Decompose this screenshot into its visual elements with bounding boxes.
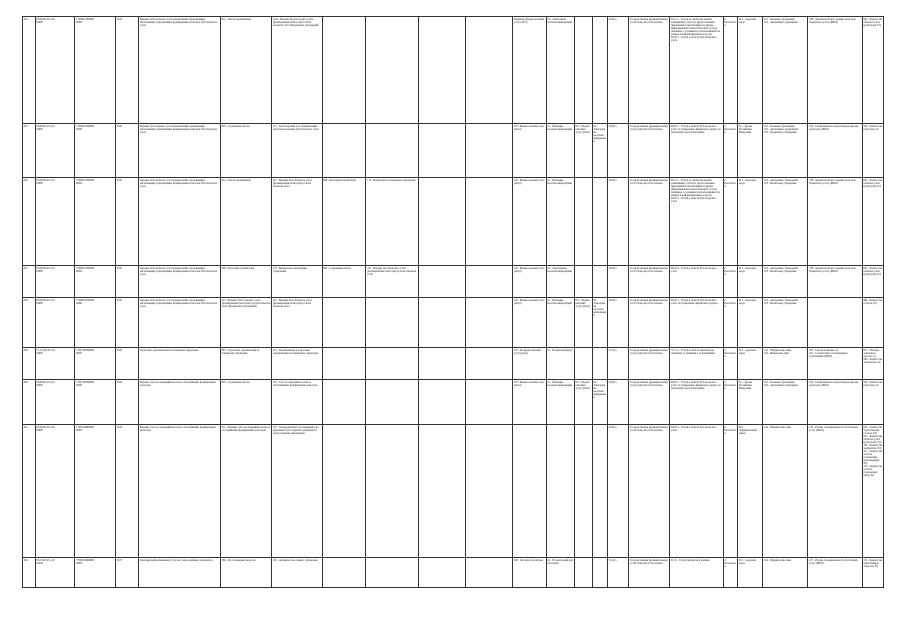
table-cell-c19: 2 - Бесплатная: [723, 178, 738, 266]
table-cell-c20: 012 - городской округ: [738, 178, 763, 266]
table-cell-c23: 023 - Количество объектов учета (регистров), ЕД: [862, 17, 883, 124]
table-cell-c13: 21 - Бумажные носители информации: [546, 178, 574, 266]
table-cell-reg: 77000138900000 00031: [75, 425, 116, 558]
table-cell-c18: 63.11.1 - Услуги по обработке данных, размещению услуги по предоставлению приложений и прочей инфраструктуры информационно-технологической; услуги, связанные с созданием и использованием баз данных и информационных ресурсов; 69.20.2 - Услуги в области бухгалтерского учета: [670, 178, 723, 266]
table-cell-code: 03Д5О.П.45.1.02 04000: [35, 298, 75, 348]
table-cell-c23: 131 - Количество выполненных запросов, ЕД: [862, 558, 883, 588]
table-cell-num: 662: [23, 558, 36, 588]
table-cell-c20: 001 - муниципальный район: [738, 425, 763, 558]
table-cell-c22: 708 - Документооборот, ведение регистров бюджетного учета, [PROJ]: [808, 17, 862, 124]
table-cell-c10: [418, 266, 465, 298]
table-cell-name: Ведение бухгалтерского учета бюджетными учреждениями, автономными учреждениями, формирование регистров бухгалтерского учета: [139, 266, 221, 298]
table-cell-c14: 015 - Формы оказания услуг (работ): [574, 124, 592, 178]
table-cell-c17: Государственная (муниципальная) услуга или работа бесплатная: [629, 380, 670, 425]
table-cell-c12: [513, 425, 547, 558]
table-cell-c22: 814 - Своевременное и качественное ведение регистров, [PROJ]: [808, 124, 862, 178]
table-cell-c7: 355 - Своевременный и достоверный учет первичных бухгалтерских документов и предоставление информации: [272, 425, 322, 558]
table-cell-c8: [322, 124, 366, 178]
table-cell-c18: 69.20.2 - Услуги в области бухгалтерского учета: [670, 266, 723, 298]
table-cell-c7: 245 - Архивная база данных, справочные: [272, 558, 322, 588]
table-cell-c9: [366, 425, 418, 558]
table-cell-reg: 77000014010000 02001: [75, 298, 116, 348]
table-cell-c13: 21 - Бумажные носители информации: [546, 124, 574, 178]
table-cell-c12: 105 - Формы оказания услуг (работ): [513, 380, 547, 425]
table-cell-c6: 351 - Ведение учета по операциям кассового обслуживания, формирование регистров: [220, 425, 271, 558]
table-cell-c16: Услуга: [608, 348, 629, 380]
table-cell-c7: 170 - Бюджетные и автономные учреждения: [272, 266, 322, 298]
table-cell-c9: [366, 124, 418, 178]
table-cell-c12: 105 - Формы оказания услуг (работ): [513, 266, 547, 298]
table-cell-c23: 023 - Количество объектов учета (регистров), ЕД: [862, 178, 883, 266]
table-cell-c22: 070 - Срок исполнения, ед; 201 - Соответствие установленным требованиям, [PROJ]: [808, 348, 862, 380]
table-cell-c22: 708 - Документооборот, ведение регистров бюджетного учета, [PROJ]: [808, 178, 862, 266]
table-cell-c11: [465, 178, 512, 266]
table-cell-c12: 105 - Формы оказания услуг (работ): [513, 124, 547, 178]
table-cell-name: Ведение бухгалтерского учета бюджетными учреждениями, автономными учреждениями, формирование регистров бухгалтерского учета: [139, 17, 221, 124]
table-cell-c21: 012 - Автономные учреждения; 013 - Бюджетные учреждения: [763, 266, 808, 298]
table-cell-c19: 2 - Бесплатная: [723, 380, 738, 425]
table-cell-c13: 21 - Бумажные носители информации: [546, 298, 574, 348]
table-cell-c14: 015 - Формы оказания услуг (работ): [574, 298, 592, 348]
table-cell-c8: [322, 558, 366, 588]
table-cell-reg: 77007100200000 02001: [75, 380, 116, 425]
table-cell-c12: 105 - По форме оказания услуг (работ): [513, 348, 547, 380]
table-cell-c14: [574, 17, 592, 124]
table-cell-c10: [418, 298, 465, 348]
table-cell-code: 91.01Д.П.45.1.02 01000: [35, 558, 75, 588]
table-cell-c9: 170 - Бюджетные и автономные учреждения: [366, 178, 418, 266]
table-cell-c21: 012 - Автономные учреждения; 013 - Бюджетные учреждения: [763, 178, 808, 266]
table-cell-c18: 71.11.2 - Услуги в области архитектуры, связанные со зданиями и сооружениями: [670, 348, 723, 380]
table-cell-num: 657: [23, 266, 36, 298]
table-cell-c7: 352 - Учет по операциям кассового обслуживания, формирование регистров: [272, 380, 322, 425]
table-cell-c9: [366, 298, 418, 348]
table-cell-c11: [465, 425, 512, 558]
table-cell-c11: [465, 558, 512, 588]
table-cell-c18: 91.01 - Услуги библиотек и архивов: [670, 558, 723, 588]
table-cell-c8: [322, 17, 366, 124]
table-cell-kbk: 0234: [116, 380, 139, 425]
table-cell-c10: [418, 348, 465, 380]
table-cell-c23: 249 - Количество регистров, шт: [862, 124, 883, 178]
table-cell-c23: 036 - Количество бухгалтерских отчетов, ЕД; 025 - Количество объектов учета (регистров), ЕД; 109 - Количество документов, ЕД; 417 - Количество отчетов, подлежащих консолидации, ЕД; 124 - Количество отчетов, подлежащих вводу, ЕД: [862, 425, 883, 558]
table-cell-reg: 77007100200000 00031: [75, 348, 116, 380]
table-cell-c21: 011 - Казенные учреждения; 012 - Автономные учреждения: [763, 17, 808, 124]
table-cell-c15: [592, 17, 608, 124]
table-cell-c14: [574, 425, 592, 558]
table-cell-c11: [465, 348, 512, 380]
table-cell-c20: 012 - городской округ: [738, 298, 763, 348]
table-cell-code: 03Д5О.П.45.1.02 02000: [35, 17, 75, 124]
table-cell-c15: [592, 178, 608, 266]
table-cell-c18: 63.11.1 - Услуги по обработке данных, размещению услуги по предоставлению приложений и прочей инфраструктуры информационно-технологической; услуги, связанные с созданием и использованием баз данных и информационных ресурсов; 69.20.2 - Услуги в области бухгалтерского учета: [670, 17, 723, 124]
table-cell-c14: [574, 266, 592, 298]
table-cell-c9: [366, 17, 418, 124]
table-cell-num: 658: [23, 298, 36, 348]
table-cell-reg: 77000013700000 00031: [75, 178, 116, 266]
table-cell-kbk: 0232: [116, 266, 139, 298]
table-cell-c6: 315 - Ведение бухгалтерского учета (формирование регистров) по всем объектам учета (Бюджетных учреждений): [220, 298, 271, 348]
table-cell-c19: 2 - Бесплатная: [723, 298, 738, 348]
table-cell-c21: 011 - Казенные учреждения; 012 - Автономные учреждения; 013 - Бюджетные учреждения: [763, 124, 808, 178]
table-cell-c20: 01 - субъект Российской Федерации: [738, 124, 763, 178]
table-cell-c17: Государственная (муниципальная) услуга или работа бесплатная: [629, 425, 670, 558]
table-cell-c18: 69.20.2 - Услуги в области бухгалтерского учета: [670, 425, 723, 558]
table-cell-c17: Государственная (муниципальная) услуга или работа бесплатная: [629, 17, 670, 124]
table-cell-c17: Государственная (муниципальная) услуга или работа бесплатная: [629, 124, 670, 178]
table-cell-c9: 315 - Ведение бухгалтерского учета (формирование регистров) по всем объектам учета: [366, 266, 418, 298]
table-cell-c16: Услуга: [608, 558, 629, 588]
table-cell-c15: [592, 266, 608, 298]
table-cell-c12: 105 - Формы оказания услуг (работ): [513, 178, 547, 266]
table-cell-name: Ведение бухгалтерского учета бюджетными учреждениями, автономными учреждениями, формирование регистров бухгалтерского учета: [139, 298, 221, 348]
table-cell-c23: 408 - Количество отчетов, ЕД: [862, 298, 883, 348]
table-cell-c10: [418, 178, 465, 266]
table-cell-code: 71.12.Д.П.45.1.02 02000: [35, 348, 75, 380]
table-cell-c11: [465, 124, 512, 178]
table-cell-c8: [322, 348, 366, 380]
table-cell-kbk: 0235: [116, 348, 139, 380]
table-cell-c9: [366, 380, 418, 425]
table-cell-c13: 15 - В плановой форме: [546, 348, 574, 380]
table-cell-c11: [465, 17, 512, 124]
table-cell-c20: 01 - субъект Российской Федерации: [738, 380, 763, 425]
table-cell-code: 03Д5О.П.45.1.02 06000: [35, 425, 75, 558]
table-cell-code: 03Д5О.П.45.1.02 03000: [35, 266, 75, 298]
table-cell-c16: Работа: [608, 266, 629, 298]
table-cell-reg: 77000013700000 00031: [75, 266, 116, 298]
table-cell-c17: Государственная (муниципальная) услуга или работа бесплатная: [629, 558, 670, 588]
table-cell-c9: [366, 348, 418, 380]
table-cell-c15: [592, 558, 608, 588]
table-row: [23, 425, 884, 558]
table-cell-name: Ведение учета по операциям кассового обслуживания, формирование регистров: [139, 425, 221, 558]
table-cell-c21: 012 - Автономные учреждения; 013 - Бюджетные учреждения: [763, 298, 808, 348]
table-cell-name: Ведение бухгалтерского учета бюджетными учреждениями, автономными учреждениями, формирование регистров бухгалтерского учета: [139, 124, 221, 178]
table-cell-name: Оказание информационных услуг на основе архивных документов: [139, 558, 221, 588]
table-cell-c19: 2 - Бесплатная: [723, 558, 738, 588]
table-cell-c13: 42 - В электронной или текстовой: [546, 558, 574, 588]
table-cell-c7: 401 - Ведение бухгалтерского учета (формирование регистров) по всем объектам учета: [272, 298, 322, 348]
table-cell-c13: 21 - Бумажные носители информации: [546, 380, 574, 425]
table-cell-c8: 009 - Содержание работы: [322, 266, 366, 298]
table-cell-c13: 22 - Электронные носители информации: [546, 266, 574, 298]
table-cell-c19: 2 - Бесплатная: [723, 266, 738, 298]
table-cell-c23: 023 - Количество объектов учета (регистров), ЕД: [862, 266, 883, 298]
table-cell-c14: [574, 348, 592, 380]
table-row: [23, 380, 884, 425]
table-cell-c7: 3214 - Ведение бухгалтерского учета (формирование регистров) по всем объектам учета (Бюджетных учреждений): [272, 17, 322, 124]
table-cell-c19: 2 - Бесплатная: [723, 124, 738, 178]
table-cell-c18: 69.20.1 - Услуги в области бухгалтерского учета, по проведению финансового аудита...: [670, 298, 723, 348]
table-cell-c13: 22 - Электронная носители информации: [546, 17, 574, 124]
table-cell-c16: Работа: [608, 298, 629, 348]
table-cell-kbk: 0232: [116, 298, 139, 348]
table-cell-name: Подготовка документации по планировке территории: [139, 348, 221, 380]
table-cell-c6: 009 - Содержание работы: [220, 380, 271, 425]
table-cell-reg: 77000012500000 02001: [75, 124, 116, 178]
table-cell-c17: Государственная (муниципальная) услуга или работа бесплатная: [629, 298, 670, 348]
table-cell-num: 661: [23, 425, 36, 558]
table-cell-num: 654: [23, 17, 36, 124]
table-row: [23, 348, 884, 380]
table-cell-c14: [574, 558, 592, 588]
table-cell-c17: Государственная (муниципальная) услуга или работа бесплатная: [629, 348, 670, 380]
table-cell-c16: Работа: [608, 380, 629, 425]
table-cell-c19: 2 - Бесплатная: [723, 348, 738, 380]
table-cell-c11: [465, 266, 512, 298]
table-cell-c20: 012 - городской округ: [738, 17, 763, 124]
table-row: [23, 17, 884, 124]
table-row: [23, 298, 884, 348]
table-cell-c20: 012 - городской округ: [738, 266, 763, 298]
table-cell-reg: 77000134900000 00031: [75, 558, 116, 588]
table-cell-c22: 814 - Своевременное и качественное ведение регистров, [PROJ]: [808, 380, 862, 425]
table-cell-c12: 160 - Частично бесплатная: [513, 558, 547, 588]
table-cell-c16: Работа: [608, 17, 629, 124]
table-row: [23, 124, 884, 178]
table-cell-c14: [574, 178, 592, 266]
table-cell-c11: [465, 298, 512, 348]
table-cell-c8: 008 - Категория потребителей: [322, 178, 366, 266]
table-cell-kbk: 0232: [116, 178, 139, 266]
table-cell-c17: Государственная (муниципальная) услуга или работа бесплатная: [629, 266, 670, 298]
table-cell-c18: 69.20.1 - Услуги в области бухгалтерского учета, по проведению финансового аудита, по налоговому консультированию: [670, 380, 723, 425]
table-cell-name: Ведение учета по операциям кассового обслуживания, формирование регистров: [139, 380, 221, 425]
table-cell-c16: Работа: [608, 124, 629, 178]
table-cell-c6: 008 - Категория потребителей: [220, 266, 271, 298]
table-cell-reg: 77000012300000 00033: [75, 17, 116, 124]
table-cell-c9: [366, 558, 418, 588]
table-cell-c8: [322, 298, 366, 348]
table-cell-c21: 014 - Юридические лица; 014 - Физические лица: [763, 348, 808, 380]
table-cell-num: 656: [23, 178, 36, 266]
table-cell-c14: 015 - Формы оказания услуг (работ): [574, 380, 592, 425]
table-cell-c10: [418, 17, 465, 124]
table-cell-c21: 014 - Юридические лица: [763, 558, 808, 588]
table-cell-c7: 315 - Ведение бухгалтерского учета (формирование регистров) по всем объектам учета: [272, 178, 322, 266]
table-cell-c19: 2 - Бесплатная: [723, 425, 738, 558]
table-cell-c6: 009 - Содержание работы: [220, 124, 271, 178]
table-cell-c12: Первично (формы оказания услуг работ): [513, 17, 547, 124]
services-register-table: [22, 16, 884, 588]
table-row: [23, 558, 884, 588]
register-sheet: [22, 16, 884, 588]
table-cell-c13: [546, 425, 574, 558]
table-cell-c16: Работа: [608, 178, 629, 266]
table-cell-c22: [808, 298, 862, 348]
table-cell-c15: 22 - Электронные носители информации: [592, 298, 608, 348]
table-cell-c8: [322, 425, 366, 558]
table-cell-c21: 014 - Юридические лица: [763, 425, 808, 558]
table-cell-c23: 027 - Площадь земельного участка, га; 090 - Количество документов, шт: [862, 348, 883, 380]
table-cell-code: 03Д5О.П.45.1.02 02000: [35, 124, 75, 178]
table-cell-name: Ведение бухгалтерского учета бюджетными учреждениями, автономными учреждениями, формирование регистров бухгалтерского учета: [139, 178, 221, 266]
table-cell-c7: 351 - Бухгалтерский учет, формирование регистров и ведение бухгалтерского учета: [272, 124, 322, 178]
table-row: [23, 266, 884, 298]
table-cell-kbk: 0232: [116, 17, 139, 124]
table-cell-c6: 014 - Тексты нормативный: [220, 178, 271, 266]
table-cell-num: 655: [23, 124, 36, 178]
table-cell-c19: 2 - Бесплатная: [723, 17, 738, 124]
table-cell-c22: 708 - Документооборот, ведение регистров бюджетного учета, [PROJ]: [808, 266, 862, 298]
table-body: [23, 17, 884, 588]
table-cell-code: 03Д5О.П.45.1.02 03000: [35, 178, 75, 266]
table-cell-c15: [592, 425, 608, 558]
table-cell-c22: 128 - Разумн. (своевременность) бесплатных услуг, [PROJ]: [808, 425, 862, 558]
table-row: [23, 178, 884, 266]
table-cell-num: 659: [23, 348, 36, 380]
table-cell-c15: 22 - Электронные носители информации: [592, 124, 608, 178]
table-cell-c10: [418, 380, 465, 425]
table-cell-c12: 105 - Формы оказания услуг (работ): [513, 298, 547, 348]
table-cell-code: 03Д5О.П.45.1.02 05000: [35, 380, 75, 425]
table-cell-c15: 22 - Электронные носители информации: [592, 380, 608, 425]
table-cell-c15: [592, 348, 608, 380]
table-cell-c20: 012 - городской округ: [738, 558, 763, 588]
table-cell-c6: 085 - Подготовка документации по планировке территории: [220, 348, 271, 380]
table-cell-c10: [418, 558, 465, 588]
table-cell-c18: 69.20.1 - Услуги в области бухгалтерского учета, по проведению финансового аудита, по налоговому консультированию: [670, 124, 723, 178]
table-cell-c6: 186 - По уточненным запросам: [220, 558, 271, 588]
table-cell-c10: [418, 425, 465, 558]
table-cell-c10: [418, 124, 465, 178]
table-cell-c7: 912 - Формирование и подготовка документации по планировке территории: [272, 348, 322, 380]
table-cell-c23: 249 - Количество регистров, шт: [862, 380, 883, 425]
table-cell-c17: Государственная (муниципальная) услуга или работа бесплатная: [629, 178, 670, 266]
table-cell-c21: 011 - Казенные учреждения; 012 - Автономные учреждения: [763, 380, 808, 425]
table-cell-c16: Работа: [608, 425, 629, 558]
table-cell-c20: 012 - городской округ: [738, 348, 763, 380]
table-cell-kbk: 0232: [116, 124, 139, 178]
table-cell-num: 660: [23, 380, 36, 425]
table-cell-kbk: 0237: [116, 558, 139, 588]
table-cell-c22: 127 - Разумн. (своевременность) бесплатных услуг, [PROJ]: [808, 558, 862, 588]
table-cell-c11: [465, 380, 512, 425]
table-cell-c6: 014 - Тексты нормативный: [220, 17, 271, 124]
table-cell-c8: [322, 380, 366, 425]
table-cell-kbk: 0234: [116, 425, 139, 558]
